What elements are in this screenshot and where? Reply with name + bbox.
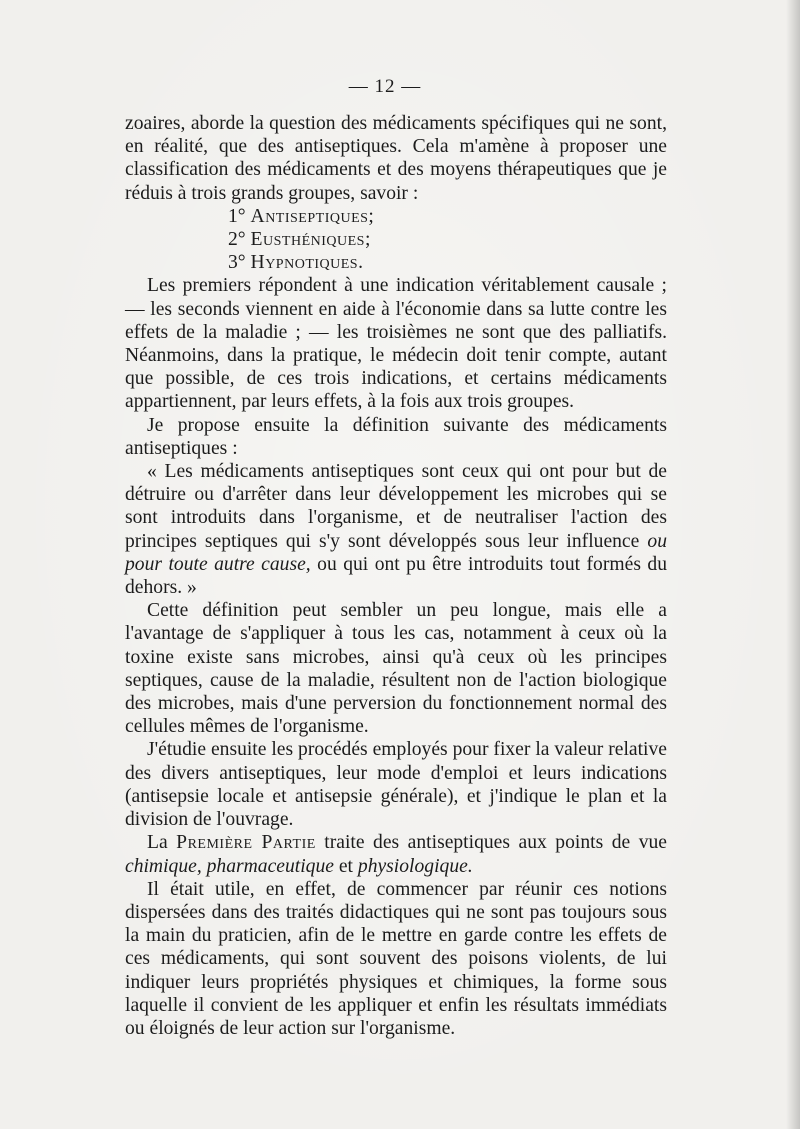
- list-item-2-number: 2°: [228, 229, 246, 251]
- paragraph-7: [125, 831, 667, 877]
- p7-emphasis-2: physiologique.: [357, 855, 473, 877]
- definition-text-a: « Les médicaments antiseptiques sont ceux qui ont pour but de détruire ou d'arrêter dans leur développement les microbes qui se sont introduits dans l'organisme, et de neutraliser l'action des principes septiques qui s'y sont développés sous leur influence: [125, 461, 667, 552]
- list-item-1-label: Antiseptiques: [250, 205, 369, 227]
- paragraph-5: Cette définition peut sembler un peu longue, mais elle a l'avantage de s'appliquer à tous les cas, notamment à ceux où la toxine existe sans microbes, ainsi qu'à ceux où les principes septiques, cause de la maladie, résultent non de l'action biologique des microbes, mais d'une perversion du fonctionnement normal des cellules mêmes de l'organisme.: [125, 600, 667, 738]
- list-item-2-suffix: ;: [364, 229, 371, 251]
- p7-text-a: La: [147, 832, 177, 854]
- p7-first-part: Première Partie: [176, 832, 316, 854]
- paragraph-3: Je propose ensuite la définition suivante des médicaments antiseptiques :: [125, 414, 667, 459]
- list-item-1-number: 1°: [228, 205, 246, 227]
- list-item-1-suffix: ;: [368, 205, 374, 227]
- p7-text-c: et: [333, 855, 358, 877]
- list-item-3-label: Hypnotiques: [250, 252, 359, 274]
- page-number: — 12 —: [348, 76, 422, 97]
- list-item-3-number: 3°: [228, 252, 246, 274]
- list-item-1: [125, 205, 667, 228]
- paragraph-2: Les premiers répondent à une indication véritablement causale ; — les seconds viennent en aide à l'économie dans sa lutte contre les effets de la maladie ; — les troisièmes ne sont que des palliatifs. Néanmoins, dans la pratique, le médecin doit tenir compte, autant que possible, de ces trois indications, et certains médicaments appartiennent, par leurs effets, à la fois aux trois groupes.: [125, 275, 667, 413]
- paragraph-6: J'étudie ensuite les procédés employés pour fixer la valeur relative des divers antiseptiques, leur mode d'emploi et leurs indications (antisepsie locale et antisepsie générale), et j'indique le plan et la division de l'ouvrage.: [125, 739, 667, 831]
- paragraph-8: Il était utile, en effet, de commencer par réunir ces notions dispersées dans des traités didactiques qui ne sont pas toujours sous la main du praticien, afin de le mettre en garde contre les effets de ces médicaments, qui sont souvent des poisons violents, de lui indiquer leurs propriétés physiques et chimiques, la forme sous laquelle il convient de les appliquer et enfin les résultats immédiats ou éloignés de leur action sur l'organisme.: [125, 878, 667, 1039]
- paragraph-4-definition: [125, 460, 667, 599]
- definition-emphasis: ou pour toute autre cause,: [125, 530, 667, 575]
- list-item-2-label: Eusthéniques: [250, 229, 365, 251]
- p7-text-b: traite des antiseptiques aux points de vue: [315, 832, 667, 854]
- p7-emphasis-1: chimique, pharmaceutique: [125, 855, 334, 877]
- list-item-3-suffix: .: [358, 252, 363, 274]
- paragraph-1: zoaires, aborde la question des médicaments spécifiques qui ne sont, en réalité, que des antiseptiques. Cela m'amène à proposer une classification des médicaments et des moyens thérapeutiques que je réduis à trois grands groupes, savoir :: [125, 113, 667, 204]
- list-item-2: [125, 228, 667, 251]
- list-item-3: [125, 251, 667, 274]
- body-text: [125, 112, 667, 1040]
- page-edge-shadow: [786, 0, 800, 1129]
- definition-text-b: ou qui ont pu être introduits tout formés du dehors. »: [125, 553, 667, 599]
